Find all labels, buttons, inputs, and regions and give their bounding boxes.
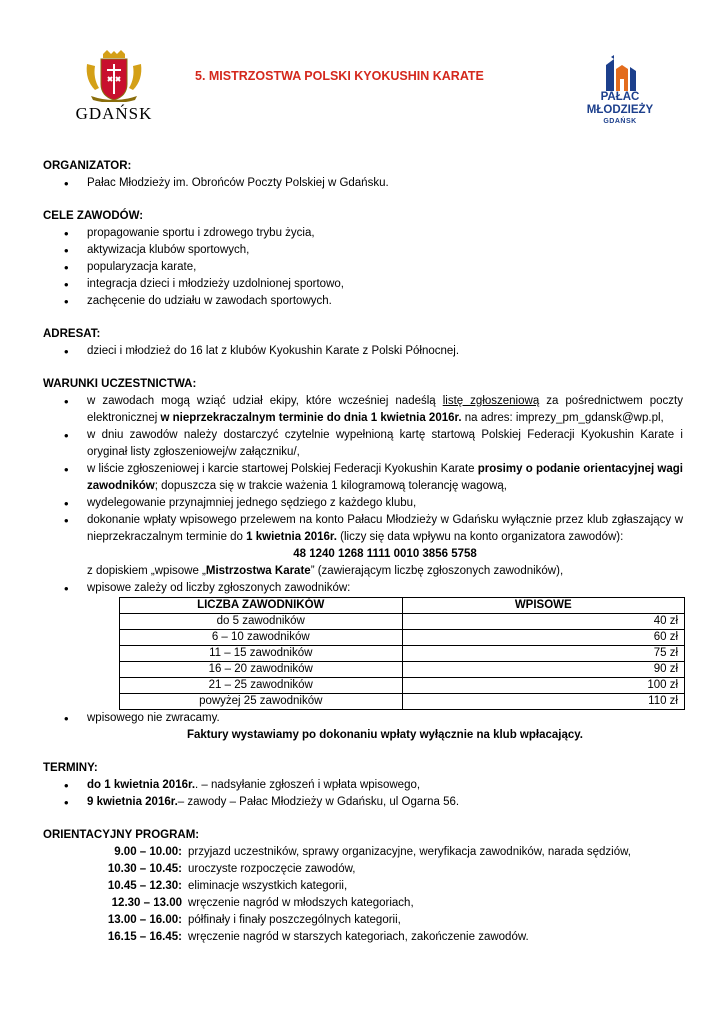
table-row <box>120 630 685 646</box>
registration-list-link[interactable]: listę zgłoszeniową <box>442 395 540 407</box>
palac-mlodziezy-logo <box>580 55 660 127</box>
section-terminy <box>43 760 683 811</box>
list-item: • wydelegowanie przynajmniej jednego sędziego z każdego klubu, <box>43 495 683 512</box>
list-item: • zachęcenie do udziału w zawodach sportowych. <box>43 293 683 310</box>
list-item: • Pałac Młodzieży im. Obrońców Poczty Polskiej w Gdańsku. <box>43 175 683 192</box>
table-cell: 60 zł <box>402 630 685 646</box>
table-row <box>120 646 685 662</box>
list-item <box>43 461 683 495</box>
weight-request-text: prosimy o podanie orientacyjnej wagi zawodników <box>87 463 683 492</box>
section-heading: ADRESAT: <box>43 328 101 340</box>
program-time: 10.45 – 12.30: <box>107 880 182 892</box>
table-cell: 11 – 15 zawodników <box>120 646 403 662</box>
section-adresat <box>43 326 683 360</box>
invoice-note: Faktury wystawiamy po dokonaniu wpłaty wyłącznie na klub wpłacający. <box>186 729 584 741</box>
table-cell: 90 zł <box>402 662 685 678</box>
section-program <box>43 827 683 946</box>
date-text: 9 kwietnia 2016r. <box>87 796 178 808</box>
table-cell: powyżej 25 zawodników <box>120 694 403 710</box>
table-header-row <box>120 598 685 614</box>
text-fragment: w liście zgłoszeniowej i karcie startowej Polskiej Federacji Kyokushin Karate <box>87 463 478 475</box>
table-cell: 6 – 10 zawodników <box>120 630 403 646</box>
email-text: na adres: imprezy_pm_gdansk@wp.pl, <box>461 412 664 424</box>
table-cell: 16 – 20 zawodników <box>120 662 403 678</box>
text-fragment: – zawody – Pałac Młodzieży w Gdańsku, ul Ogarna 56. <box>177 796 460 808</box>
program-desc: przyjazd uczestników, sprawy organizacyjne, weryfikacja zawodników, narada sędziów, <box>188 846 631 858</box>
table-cell: 110 zł <box>402 694 685 710</box>
program-row <box>88 912 683 929</box>
program-list <box>88 844 683 946</box>
program-time: 10.30 – 10.45: <box>107 863 182 875</box>
table-row <box>120 662 685 678</box>
payment-deadline: 1 kwietnia 2016r. <box>246 531 337 543</box>
text-fragment: dokonanie wpłaty wpisowego przelewem na konto Pałacu Młodzieży w Gdańsku wyłącznie przez klub zgłaszający w nieprzekraczalnym terminie do <box>87 514 683 543</box>
section-heading: ORIENTACYJNY PROGRAM: <box>43 829 200 841</box>
program-row <box>88 895 683 912</box>
list-item <box>43 794 683 811</box>
section-heading: WARUNKI UCZESTNICTWA: <box>43 378 197 390</box>
section-heading: ORGANIZATOR: <box>43 160 132 172</box>
program-row <box>88 861 683 878</box>
program-desc: uroczyste rozpoczęcie zawodów, <box>188 863 356 875</box>
gdansk-coat-of-arms-icon <box>83 50 145 102</box>
text-fragment: ” (zawierającym liczbę zgłoszonych zawodników), <box>310 565 564 577</box>
page-title: 5. MISTRZOSTWA POLSKI KYOKUSHIN KARATE <box>195 69 484 83</box>
text-fragment: (liczy się data wpływu na konto organizatora zawodów): <box>336 531 624 543</box>
text-fragment: ; dopuszcza się w trakcie ważenia 1 kilogramową tolerancję wagową, <box>154 480 507 492</box>
text-fragment: w zawodach mogą wziąć udział ekipy, które wcześniej nadeślą <box>87 395 443 407</box>
bank-account-number: 48 1240 1268 1111 0010 3856 5758 <box>293 548 477 560</box>
section-organizator <box>43 158 683 192</box>
transfer-note <box>43 563 683 580</box>
column-header: LICZBA ZAWODNIKÓW <box>120 598 403 614</box>
program-row <box>88 929 683 946</box>
section-warunki <box>43 376 683 744</box>
table-row <box>120 614 685 630</box>
gdansk-logo <box>72 50 156 130</box>
program-desc: wręczenie nagród w młodszych kategoriach, <box>188 897 414 909</box>
program-time: 16.15 – 16.45: <box>107 931 182 943</box>
program-time: 9.00 – 10.00: <box>114 846 182 858</box>
list-item: • wpisowego nie zwracamy. <box>43 710 683 727</box>
palac-logo-line3: GDAŃSK <box>603 118 637 125</box>
list-item: • aktywizacja klubów sportowych, <box>43 242 683 259</box>
program-desc: wręczenie nagród w starszych kategoriach, zakończenie zawodów. <box>188 931 529 943</box>
list-item: • popularyzacja karate, <box>43 259 683 276</box>
date-text: do 1 kwietnia 2016r. <box>87 779 196 791</box>
list-item: • w dniu zawodów należy dostarczyć czytelnie wypełnioną kartę startową Polskiej Federacji Kyokushin Karate i oryginał listy zgłoszeniowej/w załączniku/, <box>43 427 683 461</box>
text-fragment: Mistrzostwa Karate <box>205 565 311 577</box>
program-row <box>88 844 683 861</box>
program-time: 13.00 – 16.00: <box>107 914 182 926</box>
text-fragment: z dopiskiem „wpisowe „ <box>87 565 206 577</box>
column-header: WPISOWE <box>402 598 685 614</box>
table-cell: 40 zł <box>402 614 685 630</box>
section-heading: TERMINY: <box>43 762 98 774</box>
program-row <box>88 878 683 895</box>
list-item <box>43 777 683 794</box>
deadline-text: w nieprzekraczalnym terminie do dnia 1 kwietnia 2016r. <box>160 412 462 424</box>
document-body <box>43 158 683 962</box>
program-desc: eliminacje wszystkich kategorii, <box>188 880 348 892</box>
palace-building-icon <box>600 55 640 91</box>
list-item <box>43 393 683 427</box>
table-row <box>120 678 685 694</box>
section-cele <box>43 208 683 310</box>
text-fragment: za pośrednictwem poczty elektronicznej <box>87 395 683 424</box>
list-item: • integracja dzieci i młodzieży uzdolnionej sportowo, <box>43 276 683 293</box>
table-cell: 21 – 25 zawodników <box>120 678 403 694</box>
fee-table <box>119 597 685 710</box>
list-item: • wpisowe zależy od liczby zgłoszonych zawodników: <box>43 580 683 597</box>
table-row <box>120 694 685 710</box>
section-heading: CELE ZAWODÓW: <box>43 210 144 222</box>
gdansk-logo-text: GDAŃSK <box>75 104 153 123</box>
text-fragment: . – nadsyłanie zgłoszeń i wpłata wpisowego, <box>195 779 421 791</box>
palac-logo-line1: PAŁAC <box>600 91 640 103</box>
list-item <box>43 512 683 546</box>
table-cell: do 5 zawodników <box>120 614 403 630</box>
list-item: • dzieci i młodzież do 16 lat z klubów Kyokushin Karate z Polski Północnej. <box>43 343 683 360</box>
list-item: • propagowanie sportu i zdrowego trybu życia, <box>43 225 683 242</box>
program-time: 12.30 – 13.00 <box>111 897 182 909</box>
table-cell: 75 zł <box>402 646 685 662</box>
program-desc: półfinały i finały poszczególnych kategorii, <box>188 914 401 926</box>
palac-logo-line2: MŁODZIEŻY <box>586 104 654 116</box>
table-cell: 100 zł <box>402 678 685 694</box>
